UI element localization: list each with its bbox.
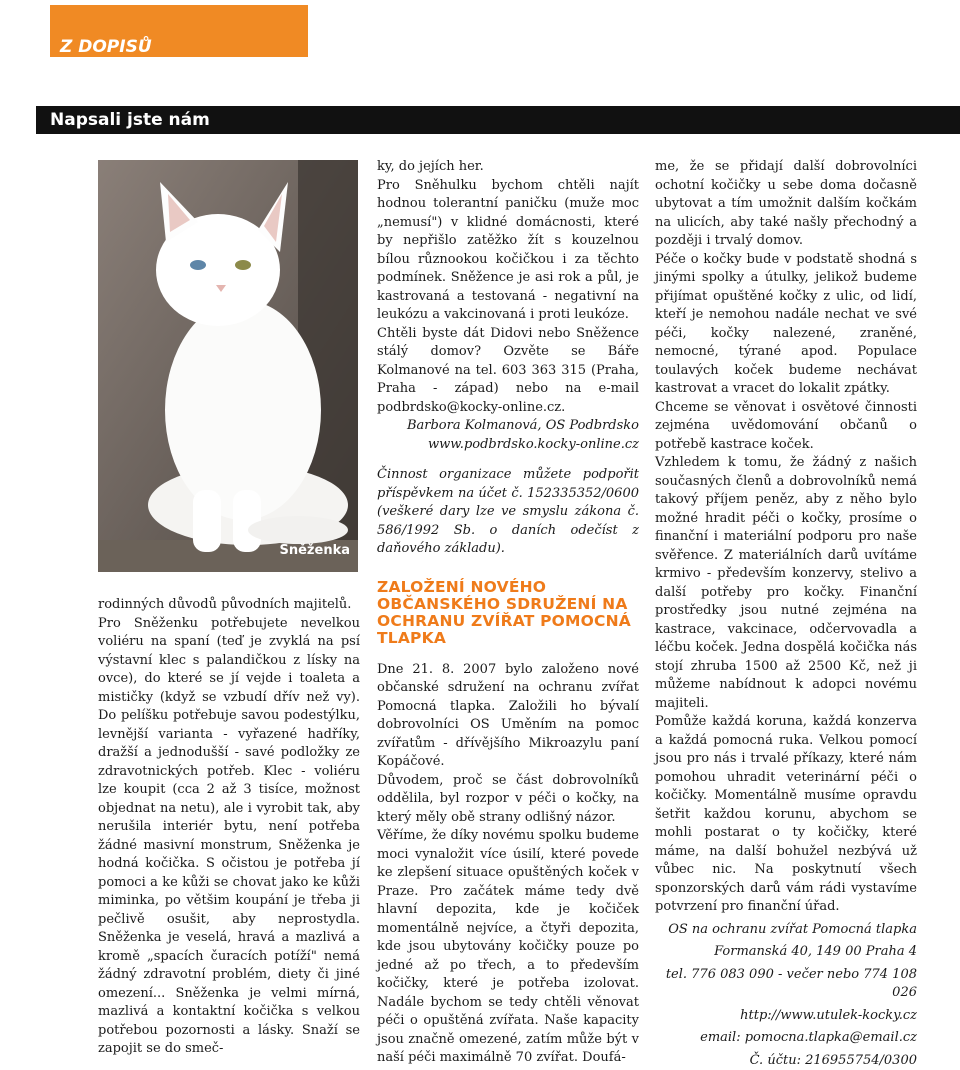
contact-org: OS na ochranu zvířat Pomocná tlapka (655, 921, 917, 940)
col2-paragraph-5: Důvodem, proč se část dobrovolníků oddělila, byl rozpor v péči o kočky, na který měly obě strany odlišný názor. (377, 772, 639, 828)
cat-illustration (98, 160, 358, 572)
col2-paragraph-2: Pro Sněhulku bychom chtěli najít hodnou tolerantní paničku (muže moc „nemusí") v klidné domácnosti, které by nepřišlo zatěžko žít s kouzelnou bílou různookou kočičkou i za těchto podmínek. Sněžence je asi rok a půl, je kastrovaná a testovaná - negativní na leukózu a vakcinovaná i proti leukóze. (377, 177, 639, 325)
column-1 (98, 596, 360, 1059)
section-banner (36, 106, 960, 134)
col2-paragraph-4: Dne 21. 8. 2007 bylo založeno nové občanské sdružení na ochranu zvířat Pomocná tlapka. Založili ho bývalí dobrovolníci OS Uměním na pomoc zvířatům - dřívějšího Mikroazylu paní Kopáčové. (377, 661, 639, 772)
col3-paragraph-4: Vzhledem k tomu, že žádný z našich současných členů a dobrovolníků nemá takový příjem peněz, aby z něho bylo možné hradit péči o kočky, prosíme o finanční i materiální podporu pro naše svěřence. Z materiálních darů uvítáme krmivo - především konzervy, stelivo a další potřeby pro kočky. Finanční prostředky jsou nutné zejména na kastrace, vakcinace, odčervovadla a léčbu koček. Jedna dospělá kočička nás stojí zhruba 1500 až 2500 Kč, než ji můžeme nabídnout k adopci novému majiteli. (655, 454, 917, 713)
signature-name: Barbora Kolmanová, OS Podbrdsko (377, 417, 639, 436)
contact-account: Č. účtu: 216955754/0300 (655, 1052, 917, 1070)
col1-paragraph-2: Pro Sněženku potřebujete nevelkou voliéru na spaní (teď je zvyklá na psí výstavní klec s palandičkou z lísky na ovce), do které se jí vejde i toaleta a mističky (když se vzbudí dřív než vy). Do pelíšku potřebuje savou podestýlku, levnější varianta - vyřazené hadříky, dražší a jednodušší - savé podložky ze zdravotnických potřeb. Klec - voliéru lze koupit (cca 2 až 3 tisíce, možnost objednat na netu), ale i vyrobit tak, aby nerušila interiér bytu, není potřeba žádné masivní monstrum, Sněženka je hodná kočička. S očistou je potřeba jí pomoci a ke kůži se chovat jako ke kůži miminka, po většim koupání je třeba ji pečlivě osušit, aby neprostydla. Sněženka je veselá, hravá a mazlivá a kromě „spacích čuracích potíží" nemá žádný zdravotní problém, diety či jiné omezení... Sněženka je velmi mírná, mazlivá a kontaktní kočička s velkou potřebou pozornosti a lásky. Snaží se zapojit se do smeč- (98, 615, 360, 1059)
section-tab (50, 5, 308, 57)
col3-paragraph-5: Pomůže každá koruna, každá konzerva a každá pomocná ruka. Velkou pomocí jsou pro nás i trvalé příkazy, které nám pomohou uhradit veterinární péči o kočičky. Momentálně musíme opravdu šetřit každou korunu, abychom se mohli postarat o ty kočičky, které máme, na další bohužel nezbývá už vůbec nic. Na poskytnutí všech sponzorských darů vám rádi vystavíme potvrzení pro finanční úřad. (655, 713, 917, 917)
donation-note: Činnost organizace můžete podpořit příspěvkem na účet č. 152335352/0600 (veškeré dary lze ve smyslu zákona č. 586/1992 Sb. o daních odečíst z daňového základu). (377, 466, 639, 559)
cat-photo (98, 160, 358, 572)
contact-address: Formanská 40, 149 00 Praha 4 (655, 943, 917, 962)
contact-email: email: pomocna.tlapka@email.cz (655, 1029, 917, 1048)
col2-paragraph-6: Věříme, že díky novému spolku budeme moci vynaložit více úsilí, které povede ke zlepšení situace opuštěných koček v Praze. Pro začátek máme tedy dvě hlavní depozita, kde je kočiček momentálně nejvíce, a čtyři depozita, kde jsou ubytovány kočičky pouze po jedné až po třech, a to především kočičky, které je potřeba izolovat. Nadále bychom se tedy chtěli věnovat péči o opuštěná zvířata. Naše kapacity jsou značně omezené, zatím může být v naší péči maximálně 70 zvířat. Doufá- (377, 827, 639, 1068)
col3-paragraph-2: Péče o kočky bude v podstatě shodná s jinými spolky a útulky, jelikož budeme přijímat opuštěné kočky z ulic, od lidí, kteří je nemohou nadále nechat ve své péči, kočky nalezené, zraněné, nemocné, týrané apod. Populace toulavých koček budeme nechávat kastrovat a vracet do lokalit zpátky. (655, 251, 917, 399)
column-2 (377, 158, 639, 1068)
banner-title: Napsali jste nám (50, 109, 210, 131)
col3-paragraph-1: me, že se přidají další dobrovolníci ochotní kočičky u sebe doma dočasně ubytovat a tím umožnit dalším kočkám na ulicích, aby také našly přechodný a později i trvalý domov. (655, 158, 917, 251)
col2-paragraph-1: ky, do jejích her. (377, 158, 639, 177)
col2-paragraph-3: Chtěli byste dát Didovi nebo Sněžence stálý domov? Ozvěte se Báře Kolmanové na tel. 603 363 315 (Praha, Praha - západ) nebo na e-mail podbrdsko@kocky-online.cz. (377, 325, 639, 418)
contact-phone: tel. 776 083 090 - večer nebo 774 108 026 (655, 966, 917, 1003)
section-tab-label: Z DOPISŮ (60, 37, 152, 57)
article-headline: ZALOŽENÍ NOVÉHO OBČANSKÉHO SDRUŽENÍ NA OCHRANU ZVÍŘAT POMOCNÁ TLAPKA (377, 579, 639, 647)
contact-website: http://www.utulek-kocky.cz (655, 1007, 917, 1026)
column-3 (655, 158, 917, 1070)
col3-paragraph-3: Chceme se věnovat i osvětové činnosti zejména uvědomování občanů o potřebě kastrace koček. (655, 399, 917, 455)
signature-web: www.podbrdsko.kocky-online.cz (377, 436, 639, 455)
photo-caption: Sněženka (280, 543, 351, 558)
col1-paragraph-1: rodinných důvodů původních majitelů. (98, 596, 360, 615)
